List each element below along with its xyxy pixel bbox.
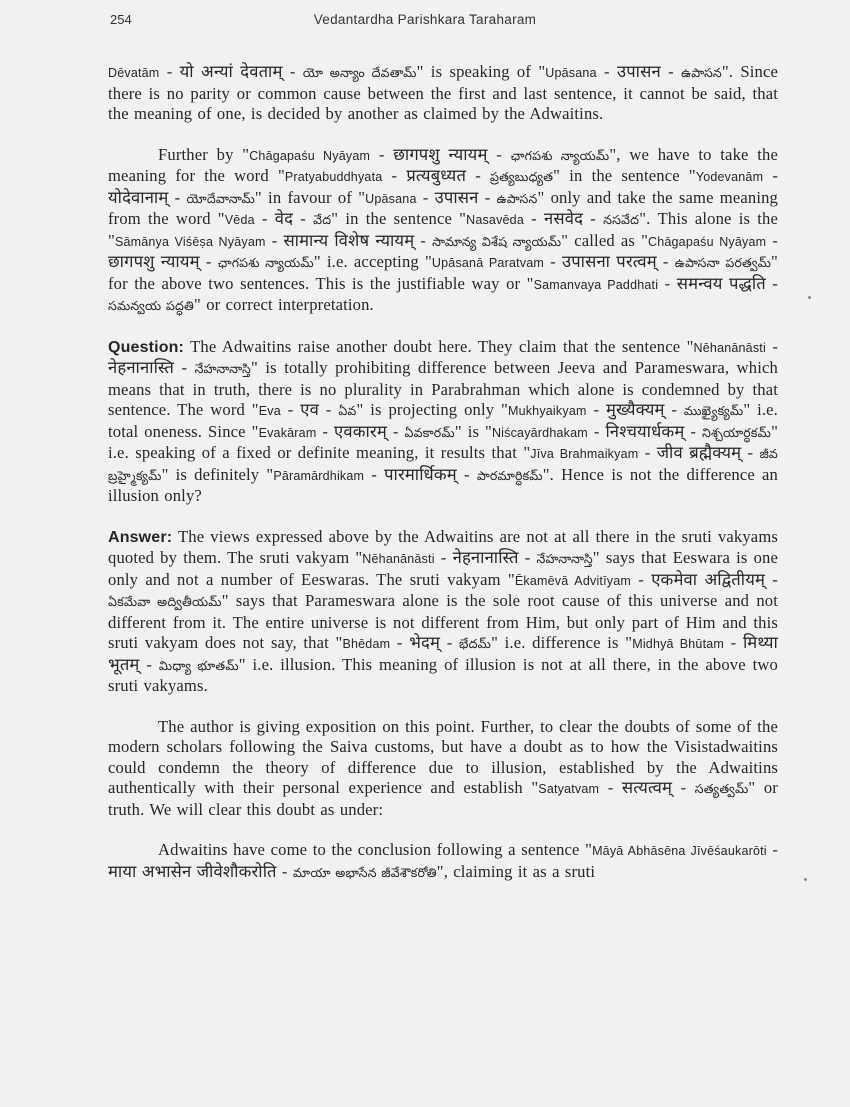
page-body (108, 62, 778, 883)
body-text: - छागपशु न्यायम् - (370, 144, 511, 164)
body-text: - उपासन - (416, 187, 497, 207)
transliteration-text: మాయా అభాసేన జీవేశౌకరోతి (292, 865, 437, 880)
transliteration-text: Niścayārdhakam (491, 425, 588, 440)
transliteration-text: Upāsana (365, 191, 417, 206)
body-text: - माया अभासेन जीवेशौकरोति - (108, 840, 779, 881)
transliteration-text: Upāsana (545, 66, 597, 80)
transliteration-text: ముఖ్యైక్యమ్ (683, 404, 744, 418)
transliteration-text: ప్రత్యబుధ్యత (490, 170, 554, 184)
transliteration-text: ఉపాసన (681, 66, 722, 80)
body-text: - प्रत्यबुध्यत - (382, 166, 490, 185)
body-text: - एव - (280, 400, 339, 419)
page-speck (804, 878, 807, 881)
transliteration-text: నేహనానాస్తి (536, 552, 593, 566)
body-text: " i.e. accepting " (313, 252, 432, 271)
page-header (0, 12, 850, 34)
body-text: The views expressed above by the Adwaitins are not at all there in the sruti vakyams quoted by them. The sruti vakyam " (108, 526, 778, 567)
transliteration-text: ఛాగపశు న్యాయమ్ (217, 256, 314, 270)
transliteration-text: Chāgapaśu Nyāyam (648, 234, 767, 249)
transliteration-text: Nēhanānāsti (362, 552, 435, 566)
body-text: - एकमेवा अद्वितीयम् - (631, 569, 778, 589)
transliteration-text: Nēhanānāsti (693, 340, 766, 355)
body-text: The Adwaitins raise another doubt here. They claim that the sentence " (184, 336, 694, 356)
transliteration-text: Māyā Abhāsēna Jīvēśaukarōti (592, 844, 767, 858)
transliteration-text: Ēkamēvā Advitīyam (514, 573, 631, 588)
transliteration-text: Midhyā Bhūtam (632, 637, 725, 651)
transliteration-text: Vēda (224, 213, 255, 227)
body-text: Further by " (158, 144, 250, 164)
transliteration-text: Samanvaya Paddhati (533, 277, 659, 292)
transliteration-text: వేద (313, 213, 332, 227)
transliteration-text: Eva (258, 404, 281, 418)
body-text: ". This alone is the " (108, 209, 778, 250)
body-text: - सामान्य विशेष न्यायम् - (265, 230, 433, 250)
transliteration-text: Bhēdam (342, 637, 391, 651)
body-text: " called as " (561, 230, 648, 250)
body-text: " i.e. difference is " (491, 633, 633, 652)
transliteration-text: Pāramārdhikam (273, 468, 365, 483)
transliteration-text: Jīva Brahmaikyam (530, 447, 639, 461)
body-text: " says that Parameswara alone is the sole root cause of this universe and not different from it. The entire universe is not different from Him, but only part of Him and this sruti vakyam does not say, that " (108, 591, 779, 652)
paragraph-question (108, 337, 778, 507)
body-text: ". Since there is no parity or common cause between the first and last sentence, it cannot be said, that the meaning of one, is decided by another as claimed by the Adwaitins. (108, 62, 779, 123)
transliteration-text: Chāgapaśu Nyāyam (249, 148, 371, 163)
body-text: " i.e. speaking of a fixed or definite meaning, it results that " (108, 421, 778, 462)
transliteration-text: Sāmānya Viśēṣa Nyāyam (114, 234, 266, 249)
paragraph-answer (108, 527, 778, 697)
body-text: - उपासना परत्वम् - (543, 252, 675, 271)
transliteration-text: యో అన్యాం దేవతామ్ (302, 66, 417, 80)
body-text: - नेहनानास्ति - (434, 548, 537, 567)
body-text: " for the above two sentences. This is the justifiable way or " (108, 252, 778, 293)
body-text: Adwaitins have come to the conclusion following a sentence " (158, 840, 593, 859)
transliteration-text: సామాన్య విశేష న్యాయమ్ (432, 234, 562, 249)
paragraph-exposition (108, 717, 778, 821)
body-text: The author is giving exposition on this point. Further, to clear the doubts of some of the modern scholars following the Saiva customs, but have a doubt as to how the Visistadwaitins could condemn the theory of difference due to illusion, established by the Adwaitins authentically with their personal experience and establish " (108, 716, 778, 797)
body-text: ", claiming it as a sruti (436, 861, 596, 881)
body-text: - मिथ्या भूतम् - (108, 633, 778, 674)
body-text: - उपासन - (596, 62, 682, 81)
transliteration-text: ఏకమేవా అద్వితీయమ్ (108, 595, 222, 609)
transliteration-text: సత్యత్వమ్ (694, 782, 749, 796)
transliteration-text: Mukhyaikyam (507, 404, 587, 418)
transliteration-text: భేదమ్ (459, 637, 492, 651)
transliteration-text: ఏవకారమ్ (404, 425, 455, 440)
transliteration-text: Yodevanām (695, 170, 764, 184)
body-text: " or correct interpretation. (194, 295, 374, 314)
body-text: - छागपशु न्यायम् - (108, 230, 779, 271)
transliteration-text: Pratyabuddhyata (284, 170, 383, 184)
transliteration-text: Dēvatām (108, 66, 160, 80)
body-text: " is definitely " (161, 464, 274, 484)
transliteration-text: మిధ్యా భూతమ్ (158, 658, 239, 673)
body-text: - एवकारम् - (316, 421, 405, 441)
body-text: " in the sentence " (553, 166, 696, 185)
paragraph-devatam (108, 62, 778, 125)
transliteration-text: Upāsanā Paratvam (431, 256, 544, 270)
body-text: " i.e. total oneness. Since " (108, 400, 778, 441)
body-text: " is speaking of " (416, 62, 546, 81)
transliteration-text: Satyatvam (538, 782, 600, 796)
body-text: " is " (454, 421, 492, 441)
body-text: - मुख्यैक्यम् - (586, 400, 684, 419)
transliteration-text: ఛాగపశు న్యాయమ్ (510, 148, 610, 163)
body-text: " i.e. illusion. This meaning of illusion is not at all there, in the above two sruti vakyams. (108, 654, 778, 695)
page-speck (808, 296, 811, 299)
body-text: - जीव ब्रह्मैक्यम् - (638, 443, 760, 462)
body-text: - नेहनानास्ति - (108, 336, 778, 377)
paragraph-maya-abhasena (108, 840, 778, 883)
running-title: Vedantardha Parishkara Taraharam (313, 12, 537, 27)
paragraph-chagapasu (108, 145, 778, 317)
transliteration-text: నేహనానాస్తి (194, 362, 251, 376)
body-text: - भेदम् - (390, 633, 460, 652)
transliteration-text: Evakāram (258, 425, 317, 440)
transliteration-text: పారమార్ధికమ్ (476, 468, 543, 483)
body-text: " is totally prohibiting difference between Jeeva and Parameswara, which means that in truth, there is no plurality in Parabrahman which alone is condemned by that sentence. The word " (108, 358, 778, 419)
body-text: - नसवेद - (523, 209, 604, 228)
body-text: - पारमार्धिकम् - (364, 464, 477, 484)
body-text: - सत्यत्वम् - (599, 778, 695, 797)
paragraph-lead-label: Question: (108, 338, 185, 356)
body-text: ". Hence is not the difference an illusion only? (108, 464, 778, 505)
body-text: " in the sentence " (331, 209, 467, 228)
body-text: " is projecting only " (356, 400, 508, 419)
transliteration-text: జీవ బ్రహ్మైక్యమ్ (108, 447, 778, 483)
transliteration-text: Nasavēda (466, 213, 524, 227)
transliteration-text: ఏవ (338, 404, 357, 418)
body-text: - समन्वय पद्धति - (658, 273, 778, 293)
body-text: ", we have to take the meaning for the word " (108, 144, 778, 185)
body-text: - यो अन्यां देवताम् - (159, 62, 303, 81)
page-number: 254 (110, 12, 132, 27)
body-text: " only and take the same meaning from the word " (108, 187, 778, 228)
transliteration-text: సమన్వయ పద్ధతి (108, 299, 194, 313)
transliteration-text: ఉపాసనా పరత్వమ్ (674, 256, 772, 270)
body-text: - निश्चयार्धकम् - (587, 421, 702, 441)
body-text: - वेद - (254, 209, 314, 228)
transliteration-text: ఉపాసన (496, 191, 538, 206)
transliteration-text: నిశ్చయార్ధకమ్ (702, 425, 772, 440)
body-text: - योदेवानाम् - (108, 166, 778, 207)
body-text: " in favour of " (254, 187, 366, 207)
transliteration-text: నసవేద (603, 213, 640, 227)
transliteration-text: యోదేవానామ్ (186, 191, 255, 206)
body-text: " or truth. We will clear this doubt as under: (108, 778, 778, 819)
body-text: " says that Eeswara is one only and not a number of Eeswaras. The sruti vakyam " (108, 548, 778, 589)
paragraph-lead-label: Answer: (108, 528, 173, 546)
